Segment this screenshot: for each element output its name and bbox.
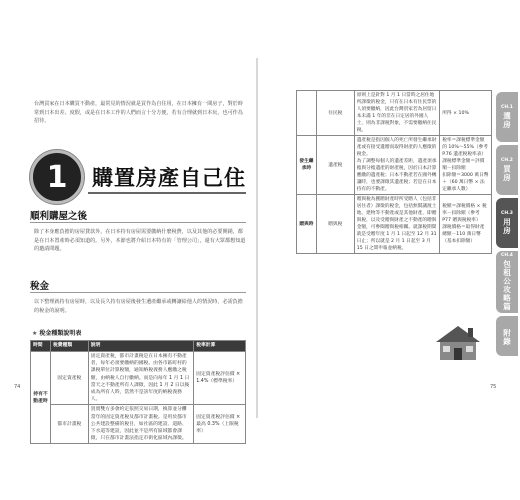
description-cell: 固定資產稅，都市計畫稅是在日本擁有不動產者，每年必須要繳納的國稅。由各市區町村的課稅單位計算稅額，通知納稅義務人應繳之稅額，由納稅人自行繳納。而是向每年 1 月 1 日當天之不動產所有人課徵，因此 1 月 2 日以後成為所有人時，當然不是該年度的納稅義務人。 (88, 352, 193, 405)
section-title-after-purchase: 順利購屋之後 (30, 211, 88, 222)
chapter-heading (30, 150, 246, 204)
table-row (297, 195, 492, 254)
star-icon: ★ (32, 330, 38, 337)
rate-cell: 稅額＝課稅價格 × 稅率－扣除額（參考 P77 贈與稅稅率） 課稅價格＝取得財產總額－110 萬日幣（基本扣除額） (440, 195, 492, 254)
chapter-tab[interactable]: CH.4 包租公攻略篇 (496, 251, 518, 313)
right-page (258, 58, 504, 418)
period-cell: 發生繼承時 (297, 136, 317, 195)
table-row (297, 136, 492, 195)
description-cell: 買賣雙方多會約定依照交易日期，換算並分攤當年的固定資產稅及都市計畫稅。是用於都市公共建設整備的稅目，如社區的建設、道路、下水道等建設，因此並不是所有區域都會課徵，只在都市計畫法指定市街化區域內課徵。 (88, 405, 193, 444)
table-title: ★ 稅金種類說明表 (32, 330, 82, 337)
header-cell: 說明 (88, 341, 193, 352)
rate-cell: 稅率＝課稅標準金額的 10%～55%（參考 P.76 遺產稅稅率表） 課稅標準金額＝評價額－扣除額 扣除額＝3000 萬日幣＋（60 萬日幣 × 法定繼承人數） (440, 136, 492, 195)
tax-type-cell: 住民稅 (316, 91, 354, 136)
chapter-tab[interactable]: 附錄 (496, 316, 518, 356)
book-spread (8, 58, 504, 442)
period-cell (297, 91, 317, 136)
intro-paragraph: 台灣買家在日本購買不動產，最常見的情況就是買作為自住用，在日本擁有一間房子，對於時常到日本出差、度假，或是在日本工作的人們而言十分方便，若有合理就到日本玩，也可作為招待。 (34, 101, 243, 125)
chapter-tab[interactable]: CH.2 買房 (496, 145, 518, 195)
table-row (31, 405, 246, 444)
table-row (31, 352, 246, 405)
section-title-tax: 稅金 (30, 281, 50, 292)
period-cell: 持有不動產時 (31, 352, 51, 444)
header-cell: 稅率計算 (194, 341, 246, 352)
rate-cell: 所得 × 10% (440, 91, 492, 136)
page-number: 74 (14, 384, 21, 390)
left-page (8, 58, 256, 442)
tax-table-left (30, 340, 246, 444)
house-illustration-icon (428, 320, 488, 364)
tax-type-cell: 都市計畫稅 (50, 405, 88, 444)
tax-table-right (296, 90, 492, 254)
section-divider (30, 292, 246, 293)
section-divider (30, 222, 246, 223)
tax-type-cell: 贈與稅 (316, 195, 354, 254)
period-cell: 贈與時 (297, 195, 317, 254)
chapter-title: 購置房產自己住 (92, 166, 246, 190)
page-number: 75 (490, 384, 497, 390)
section1-paragraph: 除了本身應負擔的房屋貸款外，在日本持有房屋需要繳納什麼稅費，以及其他的必要開銷，都是在日本置產時必須知道的。另外，本節也將介紹日本特有的「管理公司」，還有大眾都想知道的邀請問題。 (34, 229, 246, 253)
section2-paragraph: 以下整理就持有房屋時，以及長久持有房屋後發生遺產繼承或轉讓給他人的情況時，必需負擔的稅金的說明。 (34, 299, 243, 314)
table-row (297, 91, 492, 136)
header-cell: 時間 (31, 341, 51, 352)
description-cell: 贈與稅為獲贈財產時所受贈人（包括非居住者）課徵的稅金，包括無償讓渡土地、建物等不動產或是其他財產，即贈與稅，以及受贈與財產之不動產的贈與金額，可參閱贈與稅相關。就課稅期間就是受贈年度 1 月 1 日起至 12 月 31 日止；所以就是 2 月 1 日起至 3 月 15 日之間申報並納稅。 (354, 195, 440, 254)
description-cell: 原則上是針對 1 月 1 日當時之居住地所課徵的稅金，只有在日本有住民票的人須要繳納，因此台灣買家若為居留日本未滿 1 年的非在日定居的外國人士，則為非課稅對象，不需要繳納住民稅。 (354, 91, 440, 136)
chapter-rule (88, 192, 246, 194)
chapter-number-badge: 1 (30, 150, 84, 204)
chapter-tab[interactable]: CH.1 選房 (496, 92, 518, 142)
rate-cell: 固定資產稅評估價 × 最高 0.3%（上限稅率） (194, 405, 246, 444)
table-header-row (31, 341, 246, 352)
header-cell: 稅費種類 (50, 341, 88, 352)
tax-type-cell: 遺產稅 (316, 136, 354, 195)
description-cell: 遺產稅是指因個人的死亡所發生繼承財產或有接受遺贈而取得財產的人應徵的稅金。 為了調整每個人的遺產差距，遺產須承擔與分擔遺產的財產稅，因於日本計算應繳的遺產稅；日本不動產若在國外轉讓時，也要課徵其遺產稅；若是在日本持有的不動產。 (354, 136, 440, 195)
chapter-tabs (496, 92, 520, 359)
tax-type-cell: 固定資產稅 (50, 352, 88, 405)
chapter-tab-active[interactable]: CH.3 用房 (496, 198, 518, 248)
rate-cell: 固定資產稅評估價 × 1.4%（標準稅率） (194, 352, 246, 405)
